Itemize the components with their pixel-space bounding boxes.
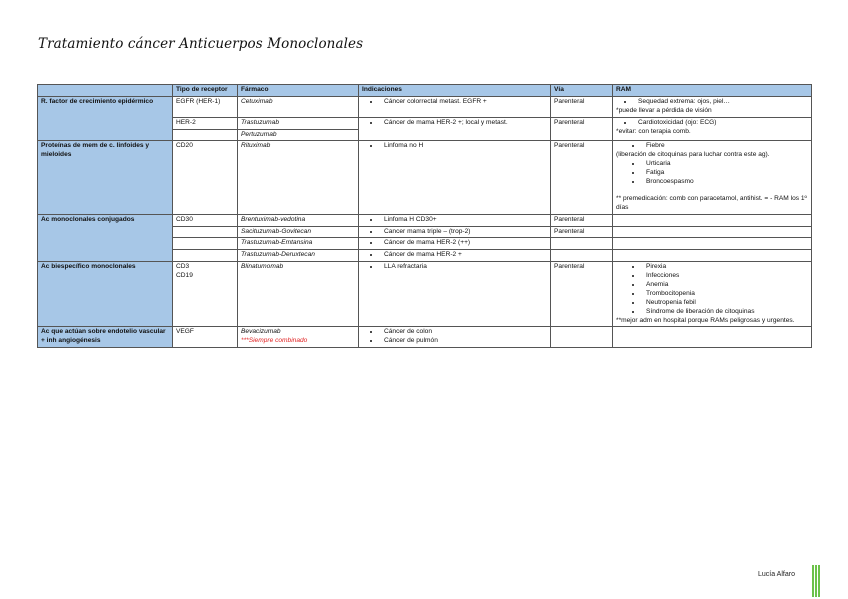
table-row [38, 96, 812, 117]
ram-note: (liberación de citoquinas para luchar contra este ag). [616, 151, 770, 159]
table-header-row [38, 85, 812, 97]
table-row [38, 262, 812, 327]
farmaco-name: Bevacizumab [241, 328, 281, 336]
list-item: • Cáncer colorrectal metast. EGFR + [380, 98, 547, 107]
bullet-list [362, 119, 547, 128]
via-cell: Parenteral [551, 226, 613, 238]
tipo-cd19: CD19 [176, 272, 193, 280]
via-cell: Parenteral [551, 214, 613, 226]
farmaco-cell: Trastuzumab-Emtansina [238, 238, 359, 250]
tipo-cell: VEGF [173, 327, 238, 348]
category-cell: Ac biespecífico monoclonales [38, 262, 173, 327]
header-ram: RAM [613, 85, 812, 97]
via-cell: Parenteral [551, 141, 613, 214]
bullet-list [616, 160, 808, 187]
list-item: • Pirexia [642, 263, 808, 272]
ram-cell [613, 226, 812, 238]
table-row [38, 141, 812, 214]
ram-note: ** premedicación: comb con paracetamol, antihist. = - RAM los 1º días [616, 194, 807, 211]
list-item: • Urticaria [642, 160, 808, 169]
farmaco-cell: Brentuximab-vedotina [238, 214, 359, 226]
list-item: • Fatiga [642, 169, 808, 178]
accent-bar [812, 565, 814, 597]
ram-cell [613, 96, 812, 117]
tipo-cell [173, 262, 238, 327]
farmaco-cell: Trastuzumab-Deruxtecan [238, 250, 359, 262]
list-item: • Cáncer de mama HER-2 (++) [380, 239, 547, 248]
farmaco-cell: Sacituzumab-Govitecan [238, 226, 359, 238]
header-via: Vía [551, 85, 613, 97]
tipo-cell: CD20 [173, 141, 238, 214]
antibody-table [37, 84, 812, 348]
bullet-list [616, 119, 808, 128]
via-cell [551, 238, 613, 250]
accent-bar [818, 565, 820, 597]
tipo-cd3: CD3 [176, 263, 190, 271]
farmaco-cell: Rituximab [238, 141, 359, 214]
indicaciones-cell [359, 250, 551, 262]
ram-cell [613, 141, 812, 214]
table-row [38, 327, 812, 348]
list-item: • Cáncer de colon [380, 328, 547, 337]
via-cell: Parenteral [551, 117, 613, 141]
tipo-cell [173, 250, 238, 262]
author-name: Lucía Alfaro [758, 571, 795, 578]
indicaciones-cell [359, 226, 551, 238]
ram-cell [613, 262, 812, 327]
ram-cell [613, 327, 812, 348]
bullet-list [616, 263, 808, 316]
list-item: • Cáncer de mama HER-2 + [380, 251, 547, 260]
combined-warning: ***Siempre combinado [241, 337, 308, 345]
list-item: • Fiebre [642, 142, 808, 151]
tipo-cell: EGFR (HER-1) [173, 96, 238, 117]
list-item: • Infecciones [642, 272, 808, 281]
farmaco-cell: Trastuzumab [238, 117, 359, 129]
farmaco-cell [238, 327, 359, 348]
farmaco-cell: Pertuzumab [238, 129, 359, 141]
indicaciones-cell [359, 141, 551, 214]
list-item: • LLA refractaria [380, 263, 547, 272]
tipo-cell: HER-2 [173, 117, 238, 129]
ram-cell [613, 238, 812, 250]
indicaciones-cell [359, 214, 551, 226]
list-item: • Cancer mama triple – (trop-2) [380, 228, 547, 237]
category-cell: Proteínas de mem de c. linfoides y mieloides [38, 141, 173, 214]
category-cell: R. factor de crecimiento epidérmico [38, 96, 173, 141]
category-cell: Ac monoclonales conjugados [38, 214, 173, 262]
farmaco-cell: Blinatumomab [238, 262, 359, 327]
ram-cell [613, 214, 812, 226]
bullet-list [362, 263, 547, 272]
indicaciones-cell [359, 117, 551, 141]
list-item: • Broncoespasmo [642, 178, 808, 187]
via-cell [551, 327, 613, 348]
farmaco-cell: Cetuximab [238, 96, 359, 117]
ram-note: *evitar: con terapia comb. [616, 127, 691, 135]
via-cell [551, 250, 613, 262]
list-item: • Cardiotoxicidad (ojo: ECG) [634, 119, 808, 128]
indicaciones-cell [359, 262, 551, 327]
tipo-cell [173, 129, 238, 141]
ram-note: *puede llevar a pérdida de visión [616, 106, 712, 114]
indicaciones-cell [359, 238, 551, 250]
list-item: • Linfoma H CD30+ [380, 216, 547, 225]
tipo-cell [173, 226, 238, 238]
ram-note: **mejor adm en hospital porque RAMs peligrosas y urgentes. [616, 316, 795, 324]
list-item: • Anemia [642, 281, 808, 290]
ram-cell [613, 117, 812, 141]
table-row [38, 214, 812, 226]
header-indicaciones: Indicaciones [359, 85, 551, 97]
list-item: • Neutropenia febil [642, 299, 808, 308]
list-item: • Cáncer de mama HER-2 +; local y metast. [380, 119, 547, 128]
list-item: • Linfoma no H [380, 142, 547, 151]
bullet-list [362, 98, 547, 107]
bullet-list [616, 142, 808, 151]
bullet-list [362, 142, 547, 151]
header-blank [38, 85, 173, 97]
list-item: • Cáncer de pulmón [380, 337, 547, 346]
header-tipo: Tipo de receptor [173, 85, 238, 97]
list-item: • Sequedad extrema: ojos, piel… [634, 98, 808, 107]
document-title: Tratamiento cáncer Anticuerpos Monoclonales [38, 36, 364, 52]
accent-bar [815, 565, 817, 597]
bullet-list [616, 98, 808, 107]
bullet-list [362, 328, 547, 346]
indicaciones-cell [359, 327, 551, 348]
via-cell: Parenteral [551, 262, 613, 327]
list-item: • Síndrome de liberación de citoquinas [642, 308, 808, 317]
list-item: • Trombocitopenia [642, 290, 808, 299]
indicaciones-cell [359, 96, 551, 117]
via-cell: Parenteral [551, 96, 613, 117]
header-farmaco: Fármaco [238, 85, 359, 97]
tipo-cell: CD30 [173, 214, 238, 226]
ram-cell [613, 250, 812, 262]
category-cell: Ac que actúan sobre endotelio vascular + inh angiogénesis [38, 327, 173, 348]
tipo-cell [173, 238, 238, 250]
